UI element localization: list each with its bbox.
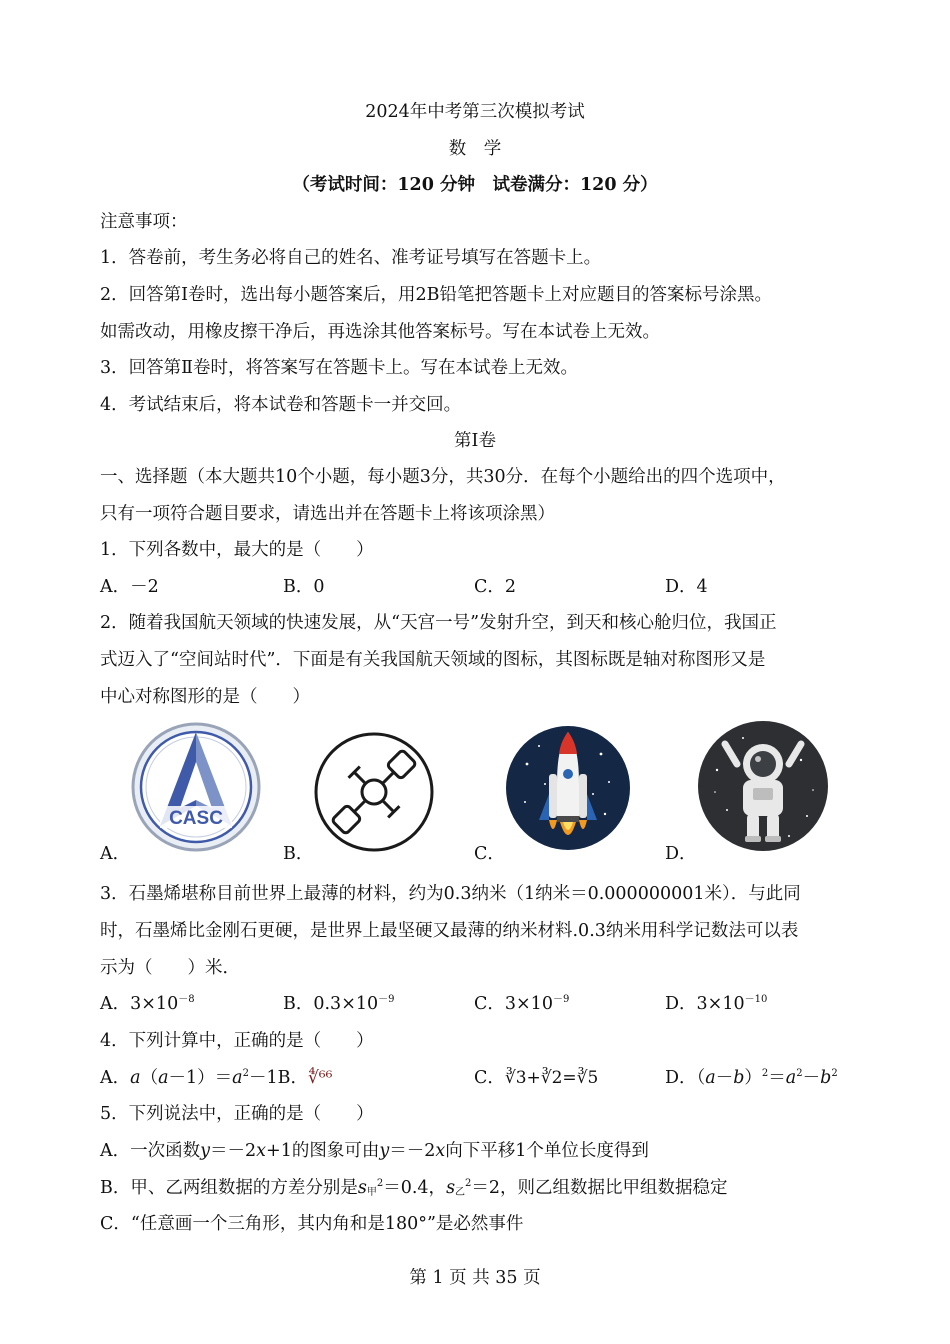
q5-option-c: C．“任意画一个三角形，其内角和是180°”是必然事件	[100, 1214, 524, 1234]
q1-option-d: D．4	[665, 577, 708, 597]
q3-option-a: A．$3\times 10^{-8}$	[100, 994, 195, 1014]
astronaut-icon	[697, 720, 829, 852]
q4-option-b-radical: ∜⁶⁶	[307, 1068, 333, 1088]
question-2-line: 中心对称图形的是（ ）	[100, 687, 310, 707]
section-intro: 一、选择题（本大题共10个小题，每小题3分，共30分．在每个小题给出的四个选项中，	[100, 467, 786, 487]
q4-option-a: A．$a(a-1)=a^2-1B$．∜⁶⁶	[100, 1068, 333, 1088]
notice-item: 3．回答第Ⅱ卷时，将答案写在答题卡上。写在本试卷上无效。	[100, 358, 579, 378]
section-title: 第Ⅰ卷	[454, 431, 496, 451]
page-number: 第 1 页 共 35 页	[409, 1268, 541, 1288]
notice-item: 1．答卷前，考生务必将自己的姓名、准考证号填写在答题卡上。	[100, 248, 602, 268]
question-4-stem: 4．下列计算中，正确的是（ ）	[100, 1031, 374, 1051]
question-3-line: 时，石墨烯比金刚石更硬，是世界上最坚硬又最薄的纳米材料.0.3纳米用科学记数法可以表	[100, 921, 799, 941]
casc-logo-icon	[130, 722, 262, 852]
question-1-stem: 1．下列各数中，最大的是（ ）	[100, 540, 374, 560]
rocket-launch-icon	[505, 724, 631, 852]
q1-option-b: B．0	[283, 577, 325, 597]
space-station-icon	[312, 730, 436, 854]
section-intro: 只有一项符合题目要求，请选出并在答题卡上将该项涂黑）	[100, 504, 555, 524]
q5-option-a: A．一次函数y＝－2x+1的图象可由y＝－2x向下平移1个单位长度得到	[100, 1141, 649, 1161]
question-3-line: 示为（ ）米．	[100, 958, 240, 978]
q5-option-b: B．甲、乙两组数据的方差分别是$s_甲^2=0.4$，$s_乙^2=2$，则乙组数据比甲组数据稳定	[100, 1178, 728, 1198]
question-5-stem: 5．下列说法中，正确的是（ ）	[100, 1104, 374, 1124]
q3-option-b: B．$0.3\times 10^{-9}$	[283, 994, 395, 1014]
q3-option-d: D．$3\times 10^{-10}$	[665, 994, 768, 1014]
exam-title: 2024年中考第三次模拟考试	[365, 102, 585, 122]
notice-item: 如需改动，用橡皮擦干净后，再选涂其他答案标号。写在本试卷上无效。	[100, 322, 660, 342]
notice-heading: 注意事项：	[100, 212, 188, 232]
q2-option-c: C．	[474, 844, 505, 864]
q4-option-d: D．$(a-b)^2=a^2-b^2$	[665, 1068, 838, 1088]
q1-option-c: C．2	[474, 577, 517, 597]
q3-option-c: C．$3\times 10^{-9}$	[474, 994, 570, 1014]
q4-option-c: C．∛3+∛2=∛5	[474, 1068, 599, 1088]
subject-title: 数 学	[448, 139, 502, 159]
question-2-line: 式迈入了“空间站时代”．下面是有关我国航天领域的图标，其图标既是轴对称图形又是	[100, 650, 766, 670]
question-2-line: 2．随着我国航天领域的快速发展，从“天宫一号”发射升空，到天和核心舱归位，我国正	[100, 613, 777, 633]
q2-option-b: B．	[283, 844, 314, 864]
notice-item: 4．考试结束后，将本试卷和答题卡一并交回。	[100, 395, 462, 415]
notice-item: 2．回答第Ⅰ卷时，选出每小题答案后，用2B铅笔把答题卡上对应题目的答案标号涂黑。	[100, 285, 773, 305]
casc-logo-text: CASC	[169, 808, 223, 829]
time-info: （考试时间：120 分钟 试卷满分：120 分）	[292, 175, 658, 195]
q1-option-a: A．－2	[100, 577, 159, 597]
q2-option-d: D．	[665, 844, 697, 864]
q2-option-a: A．	[100, 844, 131, 864]
question-3-line: 3．石墨烯堪称目前世界上最薄的材料，约为0.3纳米（1纳米＝0.000000001米）．与此同	[100, 884, 801, 904]
